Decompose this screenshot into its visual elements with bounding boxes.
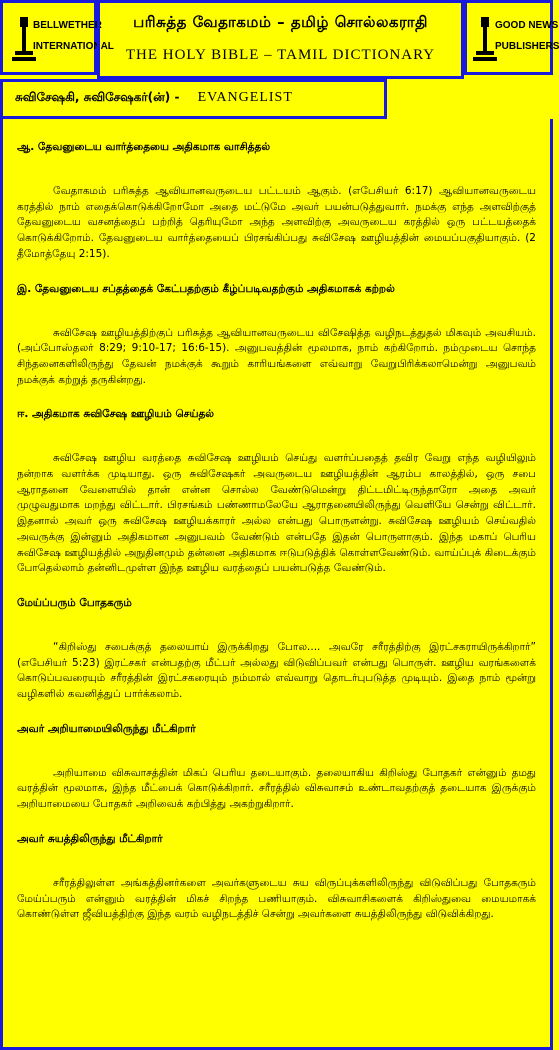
- section-heading: ஆ. தேவனுடைய வார்த்தையை அதிகமாக வாசித்தல்: [17, 141, 271, 153]
- entry-content: [0, 119, 553, 1050]
- section: [17, 597, 536, 703]
- entry-tamil-term: சுவிசேஷகி, சுவிசேஷகர்(ன்) -: [15, 90, 180, 104]
- title-english: THE HOLY BIBLE – TAMIL DICTIONARY: [125, 47, 436, 63]
- section: [17, 408, 536, 577]
- title-tamil: பரிசுத்த வேதாகமம் – தமிழ் சொல்லகராதி: [133, 13, 428, 31]
- good-news-logo: [464, 0, 559, 75]
- section: [17, 283, 536, 389]
- section-body: சுவிசேஷ ஊழியத்திற்குப் பரிசுத்த ஆவியானவருடைய விசேஷித்த வழிநடத்துதல் மிகவும் அவசியம். (அப்போஸ்தலர் 8:29; 9:10-17; 16:6-15). அனுபவத்தின் மூலமாக, நாம் கற்கிறோம். நம்முடைய சொந்த சிந்தனைகளிலிருந்து தேவன் நமக்குக் கூறும் காரியங்களை எவ்வாறு வேறுபிரிக்கலாமென்று அனுபவம் நமக்குக் கற்றுத் தருகின்றது.: [17, 326, 536, 386]
- section-body: சரீரத்திலுள்ள அங்கத்தினர்களை அவர்களுடைய சுய விருப்புக்களிலிருந்து விடுவிப்பது போதகரும் மேய்ப்பரும் என்னும் வரத்தின் மிகச் சிறந்த பணியாகும். விசுவாசிகளைக் கிறிஸ்துவை மையமாகக் கொண்டுள்ள ஜீவியத்திற்கு இந்த வரம் வழிநடத்திச் சென்று அவர்களை சுயத்திலிருந்து விடுவிக்கிறது.: [17, 876, 536, 921]
- title-box: [97, 0, 464, 79]
- section: [17, 141, 536, 263]
- entry-title-box: [0, 79, 387, 119]
- section-heading: அவர் அறியாமையிலிருந்து மீட்கிறார்: [17, 722, 196, 735]
- section-heading: மேய்ப்பரும் போதகரும்: [17, 596, 132, 609]
- section-body: வேதாகமம் பரிசுத்த ஆவியானவருடைய பட்டயம் ஆகும். (எபேசியர் 6:17) ஆவியானவருடைய கரத்தில் நாம் எதைக்கொடுக்கிறோமோ அதை மட்டுமே அவர் பயன்படுத்துவார். நமக்கு எந்த அளவிற்குத் தேவனுடைய வசனத்தைப் பற்றித் தெரியுமோ அந்த அளவிற்கு அவருடைய கரத்தில் ஒரு பட்டயத்தைக் கொடுக்கிறோம். தேவனுடைய வார்த்தையைப் பிரசங்கிப்பது சுவிசேஷ ஊழியத்தின் மையப்பகுதியாகும். (2 தீமோத்தேயு 2:15).: [17, 185, 536, 260]
- bellwether-logo: [0, 0, 114, 75]
- section-heading: இ. தேவனுடைய சப்தத்தைக் கேட்பதற்கும் கீழ்ப்படிவதற்கும் அதிகமாகக் கற்றல்: [17, 282, 395, 295]
- right-logo-line-1: GOOD NEWS: [495, 20, 559, 31]
- section-heading: அவர் சுயத்திலிருந்து மீட்கிறார்: [17, 832, 163, 845]
- book-stand-icon: [473, 15, 497, 63]
- section: [17, 833, 536, 923]
- left-logo-line-1: BELLWETHER: [33, 20, 102, 31]
- section-body: அறியாமை விசுவாசத்தின் மிகப் பெரிய தடையாகும். தலையாகிய கிறிஸ்து போதகர் என்னும் தமது வரத்தின் மூலமாக, இந்த மீட்பைக் கொடுக்கிறார். சரீரத்தில் விசுவாசம் உண்டாவதற்குத் தடையாக இருக்கும் அறியாமையை போதகர் அறிவைக் கற்பித்து அகற்றுகிறார்.: [17, 766, 536, 811]
- page-header: [0, 0, 559, 79]
- section: [17, 723, 536, 813]
- section-body: சுவிசேஷ ஊழிய வரத்தை சுவிசேஷ ஊழியம் செய்து வளர்ப்பதைத் தவிர வேறு எந்த வழியிலும் நன்றாக வளர்க்க முடியாது. ஒரு சுவிசேஷகர் அவருடைய ஊழியத்தின் ஆரம்ப காலத்தில், ஒரு சபை ஆராதனை வேளையில் தான் என்ன சொல்ல வேண்டுமென்று திட்டமிட்டிருந்தாரோ அதை அவர் முழுவதுமாக மறந்து விட்டார். பிரசங்கம் பண்ணாமலேயே ஆராதனையிலிருந்து வெளியே சென்று விட்டார். இதனால் அவர் ஒரு சுவிசேஷ ஊழியக்காரர் அல்ல என்பது பொருளன்று. சுவிசேஷ ஊழியம் செய்வதில் அவருக்கு இன்னும் அதிகமான அனுபவம் வேண்டும் என்பதே இதன் பொருளாகும். இந்த மகாப் பெரிய சுவிசேஷ ஊழியத்தில் அநுதினமும் தன்னை அதிகமாக ஈடுபடுத்திக் கொள்ளவேண்டும். வாய்ப்புக் கிடைக்கும் போதெல்லாம் தன்னிடமுள்ள இந்த ஊழிய வரத்தைப் பயன்படுத்த வேண்டும்.: [17, 452, 536, 575]
- right-logo-line-2: PUBLISHERS: [495, 41, 559, 52]
- section-heading: ஈ. அதிகமாக சுவிசேஷ ஊழியம் செய்தல்: [17, 408, 215, 421]
- section-body: “கிறிஸ்து சபைக்குத் தலையாய் இருக்கிறது போல.... அவரே சரீரத்திற்கு இரட்சகராயிருக்கிறார்” (எபேசியர் 5:23) இரட்சகர் என்பதற்கு மீட்பர் அல்லது விடுவிப்பவர் என்பது பொருள். ஊழிய வரங்களைக் கொடுப்பவரையும் சரீரத்தின் இரட்சகரையும் நம்மால் எவ்வாறு தொடர்புபடுத்த முடியும். இதை நாம் மூன்று வழிகளில் கவனித்துப் பார்க்கலாம்.: [17, 640, 536, 701]
- left-logo-line-2: INTERNATIONAL: [33, 41, 114, 52]
- entry-english-term: EVANGELIST: [197, 90, 293, 105]
